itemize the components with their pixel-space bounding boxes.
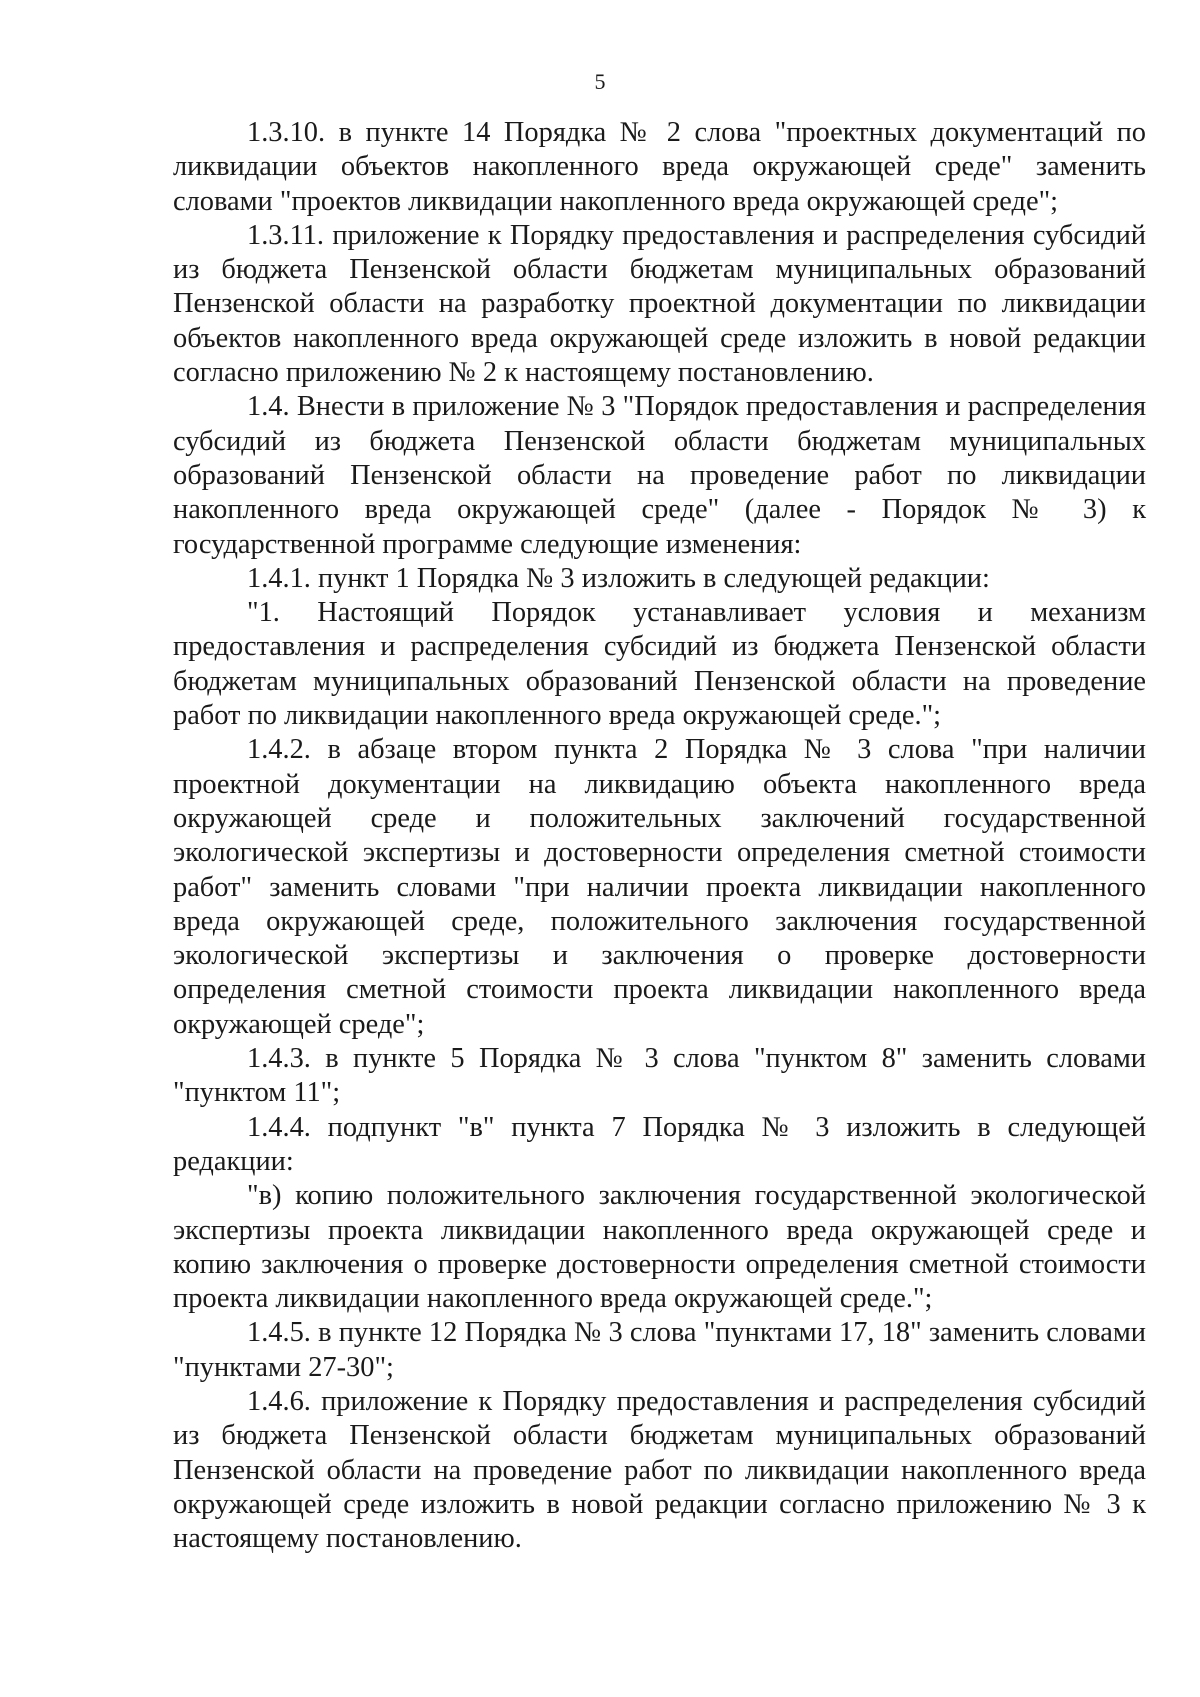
- paragraph-1-4-4: 1.4.4. подпункт "в" пункта 7 Порядка № 3 изложить в следующей редакции:: [173, 1111, 1146, 1177]
- paragraph-quoted-subpoint-v: "в) копию положительного заключения государственной экологической экспертизы проекта ликвидации накопленного вреда окружающей среде и копию заключения о проверке достоверности определения сметной стоимости проекта ликвидации накопленного вреда окружающей среде.";: [173, 1180, 1146, 1315]
- page-number: 5: [594, 69, 606, 94]
- paragraph-1-4-3: 1.4.3. в пункте 5 Порядка № 3 слова "пунктом 8" заменить словами "пунктом 11";: [173, 1043, 1146, 1109]
- paragraph-1-4-2: 1.4.2. в абзаце втором пункта 2 Порядка № 3 слова "при наличии проектной документации на ликвидацию объекта накопленного вреда окружающей среде и положительных заключений государственной экологической экспертизы и достоверности определения сметной стоимости работ" заменить словами "при наличии проекта ликвидации накопленного вреда окружающей среде, положительного заключения государственной экологической экспертизы и заключения о проверке достоверности определения сметной стоимости проекта ликвидации накопленного вреда окружающей среде";: [173, 734, 1146, 1040]
- paragraph-1-4-6: 1.4.6. приложение к Порядку предоставления и распределения субсидий из бюджета Пензенской области бюджетам муниципальных образований Пензенской области на проведение работ по ликвидации накопленного вреда окружающей среде изложить в новой редакции согласно приложению № 3 к настоящему постановлению.: [173, 1385, 1146, 1555]
- paragraph-1-4: 1.4. Внести в приложение № 3 "Порядок предоставления и распределения субсидий из бюджета Пензенской области бюджетам муниципальных образований Пензенской области на проведение работ по ликвидации накопленного вреда окружающей среде" (далее - Порядок № 3) к государственной программе следующие изменения:: [173, 391, 1146, 560]
- paragraph-1-4-1: 1.4.1. пункт 1 Порядка № 3 изложить в следующей редакции:: [247, 562, 990, 594]
- document-body: [173, 116, 1146, 1556]
- paragraph-1-3-10: 1.3.10. в пункте 14 Порядка № 2 слова "проектных документаций по ликвидации объектов накопленного вреда окружающей среде" заменить словами "проектов ликвидации накопленного вреда окружающей среде";: [173, 117, 1146, 217]
- paragraph-1-3-11: 1.3.11. приложение к Порядку предоставления и распределения субсидий из бюджета Пензенской области бюджетам муниципальных образований Пензенской области на разработку проектной документации по ликвидации объектов накопленного вреда окружающей среде изложить в новой редакции согласно приложению № 2 к настоящему постановлению.: [173, 219, 1146, 389]
- paragraph-quoted-point-1: "1. Настоящий Порядок устанавливает условия и механизм предоставления и распределения субсидий из бюджета Пензенской области бюджетам муниципальных образований Пензенской области на проведение работ по ликвидации накопленного вреда окружающей среде.";: [173, 597, 1146, 732]
- paragraph-1-4-5: 1.4.5. в пункте 12 Порядка № 3 слова "пунктами 17, 18" заменить словами "пунктами 27-30";: [173, 1317, 1146, 1383]
